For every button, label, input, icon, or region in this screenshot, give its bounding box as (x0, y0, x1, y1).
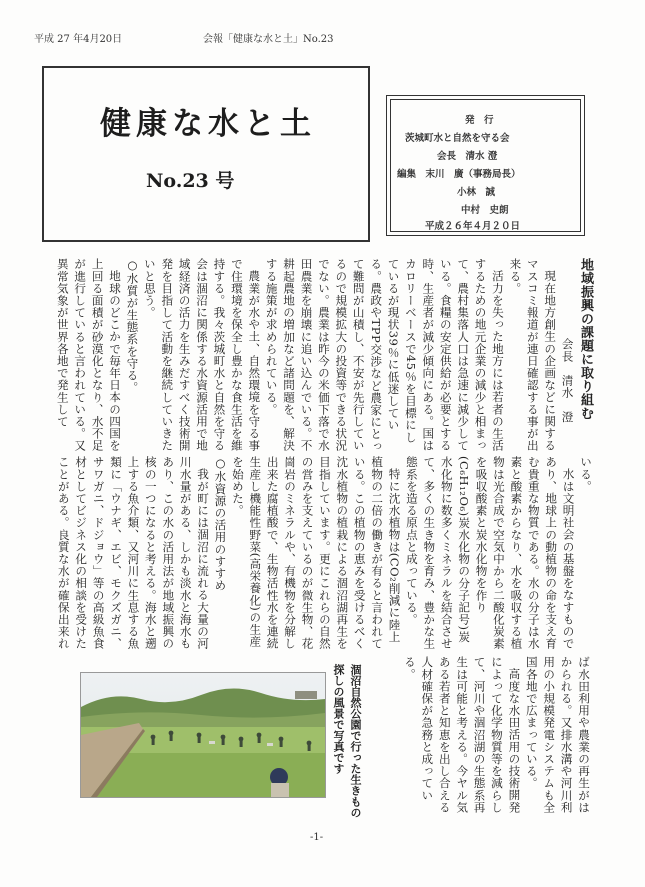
article-bottom-block (402, 656, 592, 818)
publisher-box (386, 95, 585, 236)
publisher-editor: 編集 末川 廣（事務局長） (397, 169, 521, 180)
photo-caption: 涸沼自然公園で行った生きもの探しの風景で写真です (332, 664, 362, 818)
publisher-issued: 発 行 (465, 115, 494, 126)
publisher-date: 平成２６年４月２０日 (425, 221, 521, 232)
field-photo-image (81, 673, 325, 797)
paragraph-paddy-use: ば水田利用や農業の再生がはかられる。又排水溝や河川利用の小規模発電システムも全国各地で広まっている。 (524, 656, 591, 814)
publisher-member1: 小林 誠 (457, 187, 496, 198)
header-date: 平成 27 年4月20日 (34, 34, 123, 45)
paragraph-technology: 高度な水田活用の技術開発によって化学物質等を減らして、河川や涸沼湖の生態系再生は可能と考える。今ヤル気ある若者と知恵を出し合える人材確保が急務と成っている。 (402, 656, 522, 814)
publisher-org: 茨城町水と自然を守る会 (405, 133, 510, 144)
article-author: 会長 清水 澄 (560, 338, 575, 423)
header-newsletter-title: 会報「健康な水と土」No.23 (203, 34, 334, 45)
section-heading-water-resources: ○水資源の活用のすすめ (213, 456, 228, 592)
paragraph-rural-decline: 活力を失った地方には若者の生活するための地元企業の減少と相まって、農村集落人口は急速に減少している。食糧の安定供給が必要とする時、生産者が減少傾向にある。国はカロリーベースで45％を目標にしているが現状39％に低迷している。農政やTPP交渉など農家にとって難問が山積し、不安が先行しているので規模拡大の投資等できる状況でない。農業は昨今の米価下落で水田農業を崩壊に追い込んでいる。不耕起農地の増加など諸問題を、解決する施策が求められている。 (264, 258, 505, 453)
publisher-member2: 中村 史朗 (461, 205, 509, 216)
article-top-block (55, 258, 594, 454)
paragraph-continuation: いる。 (579, 456, 593, 493)
page-number: -1- (310, 832, 324, 843)
article-middle-block (56, 456, 594, 652)
masthead-title: 健康な水と土 (100, 106, 316, 142)
paragraph-water-civilization: 水は文明社会の基盤をなすものであり、地球上の動植物の命を支え育む貴重な物質である。水の分子は水素と酸素からなり、水を吸収する植物は光合成で空気中から二酸化炭素を吸収酸素と炭水化物を作り(C₆H₁₂O₆)炭水化物の分子記号)炭水化物に数多くミネラルを結合させて、多くの生き物を育み、豊かな生態系を造る原点と成っている。 (404, 456, 576, 650)
publisher-box-inner (390, 99, 581, 232)
publisher-president: 会長 清水 澄 (437, 151, 498, 162)
section-heading-water-quality: ○水質が生態系を守る。 (125, 258, 140, 394)
paragraph-desertification: 地球のどこかで毎年日本の四国を上回る面積が砂漠化となり、水不足が進行していると言われている。又異常気象が世界各地で発生して (55, 258, 123, 452)
article-title: 地域振興の課題に取り組む (578, 258, 593, 420)
masthead-issue: No.23 号 (146, 170, 235, 192)
paragraph-submerged-plants: 特に沈水植物は(CO₂削減に陸上植物の二倍の働きが有ると言われている。この植物の恵みを受けるべく沈水植物の植栽による涸沼湖再生を目指しています。更にこれらの自然の営みを支えているのが微生物、花崗岩のミネラルや、有機物を分解し出来た腐植酸で、生物活性水を連続生産し機能性野菜(高栄養化)の生産を始めた。 (230, 456, 402, 650)
paragraph-intro: 現在地方創生の企画などに関するマスコミ報道が連日確認する事が出来る。 (508, 258, 558, 452)
paragraph-association-goal: 農業が水や土、自然環境を守る事で住環境を保全し豊かな食生活を維持する。我々茨城町水と自然を守る会は涸沼に関係する水資源活用で地域経済の活力を生みだすべく技術開発を目指して活動を継続していきたいと思う。 (142, 258, 262, 452)
masthead-box (42, 66, 370, 242)
field-photo (80, 672, 326, 798)
paragraph-river-water: 我が町には涸沼に流れる大量の河川水量がある、しかも淡水と海水もあり、この水の活用法が地域振興の核の一つになると考える。海水と遡上する魚介類、又河川に生息する魚類に「ウナギ、エビ、モクズガニ、サワガニ、ドジョウ」等の高級魚食材としてビジネス化の相談を受けたことがある。良質な水が確保出来れ (56, 456, 211, 650)
